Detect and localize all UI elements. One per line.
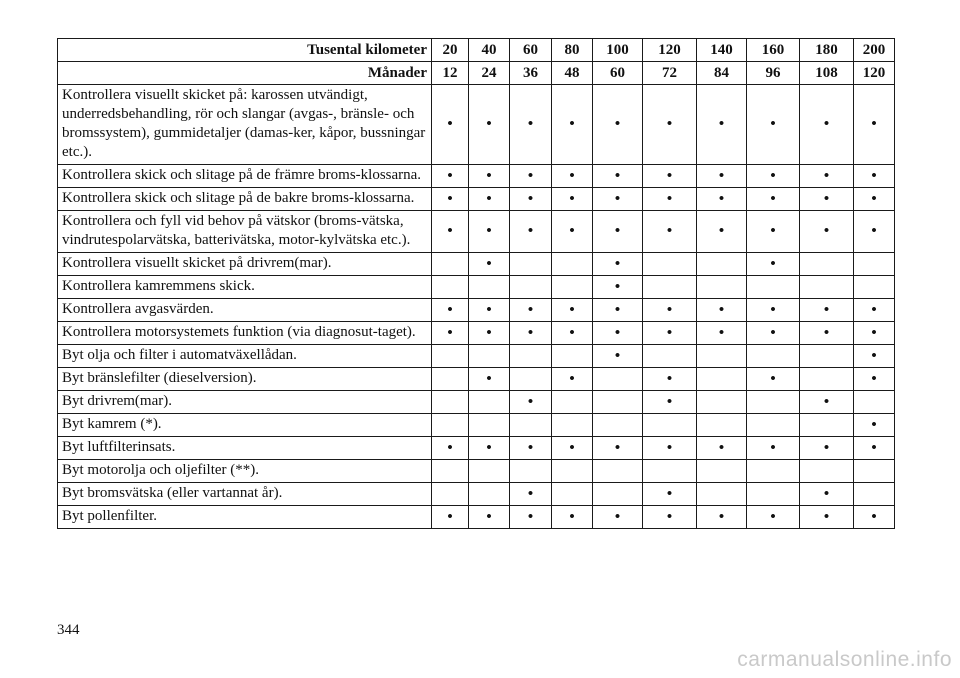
interval-mark — [800, 253, 854, 276]
km-cell: 180 — [800, 39, 854, 62]
interval-mark: • — [854, 368, 895, 391]
months-cell: 120 — [854, 62, 895, 85]
interval-mark: • — [432, 211, 469, 253]
interval-mark: • — [432, 85, 469, 165]
task-description: Kontrollera motorsystemets funktion (via diagnosut-taget). — [58, 322, 432, 345]
months-cell: 96 — [747, 62, 800, 85]
interval-mark — [800, 276, 854, 299]
interval-mark — [800, 414, 854, 437]
table-row — [58, 322, 895, 345]
interval-mark — [593, 391, 643, 414]
km-cell: 120 — [643, 39, 697, 62]
interval-mark: • — [800, 437, 854, 460]
interval-mark: • — [552, 299, 593, 322]
task-description: Kontrollera och fyll vid behov på vätskor (broms-vätska, vindrutespolarvätska, batterivätska, motor-kylvätska etc.). — [58, 211, 432, 253]
interval-mark — [510, 345, 552, 368]
interval-mark: • — [510, 85, 552, 165]
km-cell: 140 — [697, 39, 747, 62]
interval-mark — [643, 460, 697, 483]
interval-mark: • — [854, 188, 895, 211]
interval-mark: • — [469, 211, 510, 253]
interval-mark — [510, 460, 552, 483]
task-description: Kontrollera skick och slitage på de bakre broms-klossarna. — [58, 188, 432, 211]
interval-mark — [854, 460, 895, 483]
schedule-body — [58, 85, 895, 529]
interval-mark: • — [593, 188, 643, 211]
interval-mark: • — [854, 506, 895, 529]
interval-mark — [643, 253, 697, 276]
interval-mark: • — [854, 437, 895, 460]
interval-mark: • — [643, 368, 697, 391]
interval-mark: • — [747, 211, 800, 253]
header-months-label: Månader — [58, 62, 432, 85]
interval-mark: • — [643, 506, 697, 529]
interval-mark — [432, 345, 469, 368]
interval-mark: • — [469, 85, 510, 165]
interval-mark: • — [510, 391, 552, 414]
interval-mark — [697, 483, 747, 506]
interval-mark: • — [697, 437, 747, 460]
interval-mark: • — [747, 188, 800, 211]
interval-mark — [593, 483, 643, 506]
interval-mark — [800, 460, 854, 483]
task-description: Byt kamrem (*). — [58, 414, 432, 437]
task-description: Byt bränslefilter (dieselversion). — [58, 368, 432, 391]
interval-mark: • — [552, 322, 593, 345]
interval-mark: • — [432, 188, 469, 211]
interval-mark: • — [800, 85, 854, 165]
table-row — [58, 437, 895, 460]
interval-mark — [469, 483, 510, 506]
interval-mark — [593, 368, 643, 391]
interval-mark: • — [854, 322, 895, 345]
interval-mark — [469, 414, 510, 437]
interval-mark: • — [643, 299, 697, 322]
table-row — [58, 483, 895, 506]
interval-mark: • — [643, 391, 697, 414]
interval-mark: • — [593, 165, 643, 188]
interval-mark: • — [747, 299, 800, 322]
interval-mark — [552, 276, 593, 299]
months-cell: 24 — [469, 62, 510, 85]
interval-mark: • — [593, 85, 643, 165]
table-row — [58, 211, 895, 253]
interval-mark: • — [697, 322, 747, 345]
interval-mark — [854, 483, 895, 506]
interval-mark — [800, 368, 854, 391]
interval-mark: • — [432, 506, 469, 529]
interval-mark: • — [747, 506, 800, 529]
interval-mark: • — [697, 85, 747, 165]
interval-mark: • — [747, 368, 800, 391]
interval-mark: • — [854, 211, 895, 253]
task-description: Kontrollera avgasvärden. — [58, 299, 432, 322]
km-cell: 80 — [552, 39, 593, 62]
interval-mark: • — [469, 368, 510, 391]
km-cell: 200 — [854, 39, 895, 62]
header-row-km — [58, 39, 895, 62]
task-description: Kontrollera kamremmens skick. — [58, 276, 432, 299]
interval-mark: • — [643, 483, 697, 506]
months-cell: 108 — [800, 62, 854, 85]
interval-mark: • — [469, 506, 510, 529]
interval-mark — [510, 414, 552, 437]
interval-mark: • — [510, 211, 552, 253]
interval-mark: • — [469, 253, 510, 276]
interval-mark — [552, 483, 593, 506]
interval-mark: • — [800, 483, 854, 506]
interval-mark — [552, 460, 593, 483]
interval-mark: • — [593, 506, 643, 529]
task-description: Byt pollenfilter. — [58, 506, 432, 529]
interval-mark — [432, 368, 469, 391]
interval-mark — [593, 414, 643, 437]
interval-mark: • — [552, 211, 593, 253]
interval-mark — [697, 460, 747, 483]
interval-mark: • — [747, 165, 800, 188]
interval-mark: • — [593, 345, 643, 368]
interval-mark: • — [747, 253, 800, 276]
interval-mark — [552, 414, 593, 437]
interval-mark: • — [854, 85, 895, 165]
table-row — [58, 391, 895, 414]
interval-mark: • — [469, 437, 510, 460]
interval-mark: • — [552, 165, 593, 188]
task-description: Byt luftfilterinsats. — [58, 437, 432, 460]
header-km-label: Tusental kilometer — [58, 39, 432, 62]
interval-mark: • — [593, 322, 643, 345]
months-cell: 12 — [432, 62, 469, 85]
interval-mark — [747, 414, 800, 437]
interval-mark — [643, 414, 697, 437]
interval-mark: • — [469, 322, 510, 345]
interval-mark — [593, 460, 643, 483]
interval-mark — [432, 276, 469, 299]
task-description: Byt bromsvätska (eller vartannat år). — [58, 483, 432, 506]
interval-mark — [469, 345, 510, 368]
interval-mark — [697, 368, 747, 391]
interval-mark: • — [510, 299, 552, 322]
interval-mark — [800, 345, 854, 368]
interval-mark — [697, 345, 747, 368]
interval-mark: • — [593, 253, 643, 276]
months-cell: 84 — [697, 62, 747, 85]
km-cell: 20 — [432, 39, 469, 62]
interval-mark: • — [800, 299, 854, 322]
interval-mark: • — [469, 299, 510, 322]
km-cell: 60 — [510, 39, 552, 62]
interval-mark: • — [432, 437, 469, 460]
months-cell: 36 — [510, 62, 552, 85]
interval-mark: • — [552, 506, 593, 529]
interval-mark: • — [593, 437, 643, 460]
km-cell: 100 — [593, 39, 643, 62]
interval-mark — [432, 253, 469, 276]
interval-mark: • — [800, 211, 854, 253]
interval-mark: • — [854, 165, 895, 188]
interval-mark — [469, 460, 510, 483]
interval-mark — [747, 460, 800, 483]
interval-mark — [854, 276, 895, 299]
interval-mark — [643, 276, 697, 299]
interval-mark — [510, 368, 552, 391]
interval-mark: • — [854, 299, 895, 322]
task-description: Kontrollera visuellt skicket på drivrem(mar). — [58, 253, 432, 276]
interval-mark — [552, 345, 593, 368]
table-row — [58, 165, 895, 188]
task-description: Byt motorolja och oljefilter (**). — [58, 460, 432, 483]
interval-mark — [432, 460, 469, 483]
interval-mark — [552, 391, 593, 414]
interval-mark: • — [510, 483, 552, 506]
interval-mark: • — [593, 211, 643, 253]
interval-mark: • — [432, 299, 469, 322]
interval-mark: • — [697, 211, 747, 253]
interval-mark: • — [747, 85, 800, 165]
months-cell: 48 — [552, 62, 593, 85]
table-row — [58, 460, 895, 483]
interval-mark — [697, 253, 747, 276]
interval-mark — [432, 483, 469, 506]
interval-mark: • — [800, 391, 854, 414]
table-row — [58, 276, 895, 299]
interval-mark: • — [469, 165, 510, 188]
table-row — [58, 299, 895, 322]
interval-mark — [747, 483, 800, 506]
interval-mark: • — [854, 414, 895, 437]
interval-mark: • — [510, 437, 552, 460]
interval-mark: • — [469, 188, 510, 211]
interval-mark — [697, 276, 747, 299]
interval-mark — [469, 391, 510, 414]
interval-mark: • — [552, 188, 593, 211]
interval-mark — [510, 276, 552, 299]
interval-mark: • — [643, 211, 697, 253]
interval-mark — [469, 276, 510, 299]
interval-mark — [432, 414, 469, 437]
task-description: Byt olja och filter i automatväxellådan. — [58, 345, 432, 368]
table-row — [58, 345, 895, 368]
interval-mark: • — [432, 165, 469, 188]
interval-mark — [854, 391, 895, 414]
interval-mark: • — [800, 322, 854, 345]
interval-mark: • — [747, 437, 800, 460]
interval-mark — [747, 276, 800, 299]
km-cell: 40 — [469, 39, 510, 62]
interval-mark — [432, 391, 469, 414]
interval-mark: • — [697, 506, 747, 529]
table-row — [58, 253, 895, 276]
interval-mark: • — [643, 165, 697, 188]
maintenance-schedule-table — [57, 38, 895, 529]
interval-mark — [697, 414, 747, 437]
interval-mark: • — [643, 322, 697, 345]
table-row — [58, 414, 895, 437]
months-cell: 60 — [593, 62, 643, 85]
page-number: 344 — [57, 622, 80, 638]
interval-mark: • — [643, 188, 697, 211]
interval-mark — [552, 253, 593, 276]
table-row — [58, 85, 895, 165]
interval-mark — [697, 391, 747, 414]
interval-mark: • — [552, 368, 593, 391]
header-row-months — [58, 62, 895, 85]
interval-mark — [854, 253, 895, 276]
interval-mark: • — [800, 506, 854, 529]
table-row — [58, 188, 895, 211]
interval-mark: • — [510, 322, 552, 345]
interval-mark — [747, 345, 800, 368]
task-description: Byt drivrem(mar). — [58, 391, 432, 414]
watermark-logo: carmanualsonline.info — [737, 648, 952, 671]
interval-mark: • — [854, 345, 895, 368]
interval-mark — [510, 253, 552, 276]
task-description: Kontrollera skick och slitage på de främre broms-klossarna. — [58, 165, 432, 188]
interval-mark: • — [643, 85, 697, 165]
interval-mark: • — [432, 322, 469, 345]
interval-mark: • — [593, 299, 643, 322]
interval-mark: • — [800, 188, 854, 211]
interval-mark: • — [697, 299, 747, 322]
task-description: Kontrollera visuellt skicket på: karossen utvändigt, underredsbehandling, rör och slangar (avgas-, bränsle- och bromssystem), gummidetaljer (damas-ker, kåpor, bussningar etc.). — [58, 85, 432, 165]
interval-mark: • — [593, 276, 643, 299]
interval-mark: • — [510, 165, 552, 188]
months-cell: 72 — [643, 62, 697, 85]
interval-mark: • — [643, 437, 697, 460]
interval-mark: • — [697, 188, 747, 211]
interval-mark: • — [552, 85, 593, 165]
interval-mark: • — [510, 506, 552, 529]
interval-mark: • — [697, 165, 747, 188]
interval-mark: • — [552, 437, 593, 460]
table-row — [58, 368, 895, 391]
interval-mark: • — [747, 322, 800, 345]
km-cell: 160 — [747, 39, 800, 62]
interval-mark: • — [510, 188, 552, 211]
interval-mark — [747, 391, 800, 414]
interval-mark — [643, 345, 697, 368]
interval-mark: • — [800, 165, 854, 188]
table-row — [58, 506, 895, 529]
